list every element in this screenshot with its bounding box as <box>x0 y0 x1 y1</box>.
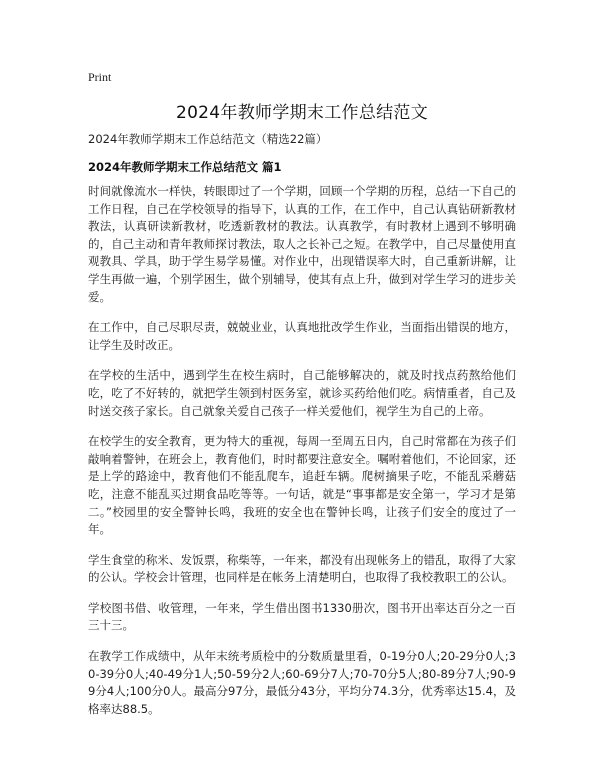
paragraph: 在工作中，自己尽职尽责，兢兢业业，认真地批改学生作业，当面指出错误的地方，让学生及时改正。 <box>88 320 516 352</box>
paragraph: 在校学生的安全教育，更为特大的重视，每周一至周五日内，自己时常都在为孩子们敲响着警钟，在班会上，教育他们，时时都要注意安全。嘱咐着他们，不论回家，还是上学的路途中，教育他们不能乱爬车，追赶车辆。爬树摘果子吃，不能乱采蘑菇吃，注意不能乱买过期食品吃等等。一句话，就是“事事都是安全第一，学习才是第二。”校园里的安全警钟长鸣，我班的安全也在警钟长鸣，让孩子们安全的度过了一年。 <box>88 434 516 537</box>
print-label[interactable]: Print <box>88 70 112 84</box>
document-title: 2024年教师学期末工作总结范文 <box>175 103 429 123</box>
document-subtitle: 2024年教师学期末工作总结范文（精选22篇） <box>88 132 328 146</box>
paragraph: 学生食堂的称米、发饭票，称柴等，一年来，都没有出现帐务上的错乱，取得了大家的公认。学校会计管理，也同样是在帐务上清楚明白，也取得了我校教职工的公认。 <box>88 552 516 585</box>
paragraph: 在教学工作成绩中，从年末统考质检中的分数质量里看，0-19分0人;20-29分0人;30-39分0人;40-49分1人;50-59分2人;60-69分7人;70-70分5人;80-89分7人;90-99分4人;100分0人。最高分97分，最低分43分，平均分74.3分，优秀率达15.4，及格率达88.5。 <box>88 649 516 716</box>
paragraph: 学校图书借、收管理，一年来，学生借出图书1330册次，图书开出率达百分之一百三十三。 <box>88 600 516 633</box>
paragraph: 时间就像流水一样快，转眼即过了一个学期，回顾一个学期的历程，总结一下自己的工作日程，自己在学校领导的指导下，认真的工作，在工作中，自己认真钻研新教材教法，认真研读新教材，吃透新教材的教法。认真教学，有时教材上遇到不够明确的，自己主动和青年教师探讨教法，取人之长补己之短。在教学中，自己尽量使用直观教具、学具，助于学生易学易懂。对作业中，出现错误率大时，自己重新讲解，让学生再做一遍，个别学困生，做个别辅导，使其有点上升，做到对学生学习的进步关爱。 <box>88 184 516 304</box>
document-body <box>88 183 516 731</box>
paragraph: 在学校的生活中，遇到学生在校生病时，自己能够解决的，就及时找点药熬给他们吃，吃了不好转的，就把学生领到村医务室，就诊买药给他们吃。病情重者，自己及时送交孩子家长。自己就象关爱自己孩子一样关爱他们，视学生为自己的上帝。 <box>88 368 516 418</box>
section-heading: 2024年教师学期末工作总结范文 篇1 <box>88 160 282 174</box>
